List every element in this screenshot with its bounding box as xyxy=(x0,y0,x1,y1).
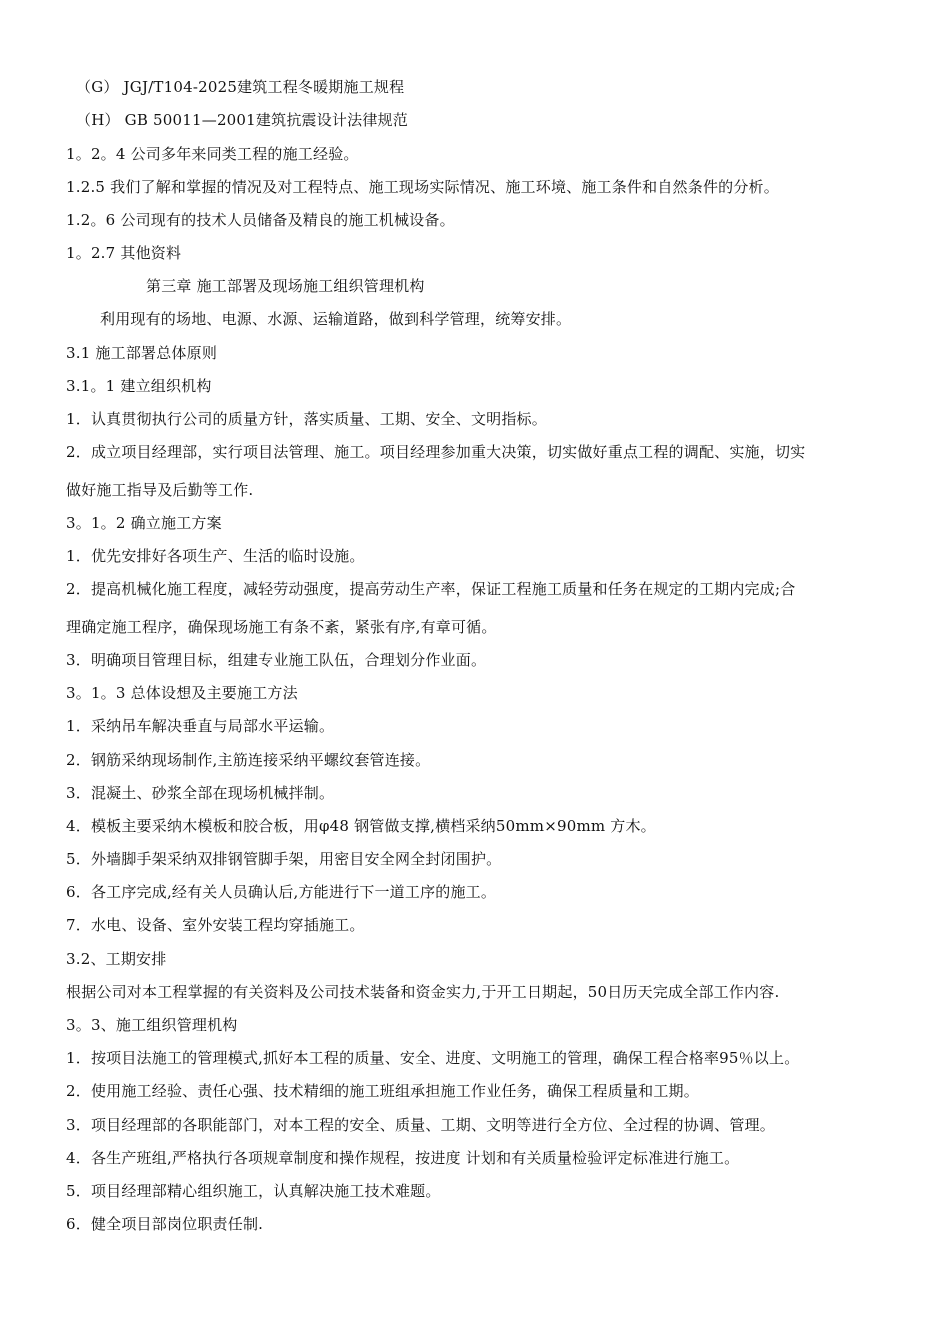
list-item-continuation: 做好施工指导及后勤等工作. xyxy=(66,481,254,499)
subsection-heading-3-1-3: 3。1。3 总体设想及主要施工方法 xyxy=(66,684,298,702)
subsection-heading-3-1-2: 3。1。2 确立施工方案 xyxy=(66,514,222,532)
list-item: 4．模板主要采纳木模板和胶合板，用φ48 钢管做支撑,横档采纳50mm×90mm 方木。 xyxy=(66,817,656,835)
section-heading-3-2: 3.2、工期安排 xyxy=(66,950,167,968)
list-item: 2．提高机械化施工程度，减轻劳动强度，提高劳动生产率，保证工程施工质量和任务在规定的工期内完成;合 xyxy=(66,580,796,598)
standard-item-h: （H） GB 50011—2001建筑抗震设计法律规范 xyxy=(76,111,408,129)
schedule-paragraph: 根据公司对本工程掌握的有关资料及公司技术装备和资金实力,于开工日期起，50日历天完成全部工作内容. xyxy=(66,983,780,1001)
basis-item-1-2-4: 1。2。4 公司多年来同类工程的施工经验。 xyxy=(66,145,359,163)
list-item: 2．成立项目经理部，实行项目法管理、施工。项目经理参加重大决策，切实做好重点工程的调配、实施，切实 xyxy=(66,443,806,461)
list-item: 7．水电、设备、室外安装工程均穿插施工。 xyxy=(66,916,365,934)
basis-item-1-2-6: 1.2。6 公司现有的技术人员储备及精良的施工机械设备。 xyxy=(66,211,455,229)
subsection-heading-3-1-1: 3.1。1 建立组织机构 xyxy=(66,377,212,395)
list-item: 1．按项目法施工的管理模式,抓好本工程的质量、安全、进度、文明施工的管理，确保工程合格率95％以上。 xyxy=(66,1049,800,1067)
section-heading-3-1: 3.1 施工部署总体原则 xyxy=(66,344,218,362)
list-item: 2．使用施工经验、责任心强、技术精细的施工班组承担施工作业任务，确保工程质量和工期。 xyxy=(66,1082,699,1100)
list-item: 5．外墙脚手架采纳双排钢管脚手架，用密目安全网全封闭围护。 xyxy=(66,850,502,868)
list-item: 2．钢筋采纳现场制作,主筋连接采纳平螺纹套管连接。 xyxy=(66,751,431,769)
list-item-continuation: 理确定施工程序，确保现场施工有条不紊，紧张有序,有章可循。 xyxy=(66,618,497,636)
section-heading-3-3: 3。3、施工组织管理机构 xyxy=(66,1016,238,1034)
list-item: 1．优先安排好各项生产、生活的临时设施。 xyxy=(66,547,365,565)
list-item: 3．混凝土、砂浆全部在现场机械拌制。 xyxy=(66,784,335,802)
list-item: 6．健全项目部岗位职责任制. xyxy=(66,1215,264,1233)
list-item: 3．项目经理部的各职能部门，对本工程的安全、质量、工期、文明等进行全方位、全过程的协调、管理。 xyxy=(66,1116,775,1134)
list-item: 6．各工序完成,经有关人员确认后,方能进行下一道工序的施工。 xyxy=(66,883,497,901)
list-item: 1．采纳吊车解决垂直与局部水平运输。 xyxy=(66,717,335,735)
list-item: 4．各生产班组,严格执行各项规章制度和操作规程，按进度 计划和有关质量检验评定标准进行施工。 xyxy=(66,1149,740,1167)
list-item: 5．项目经理部精心组织施工，认真解决施工技术难题。 xyxy=(66,1182,441,1200)
chapter-heading: 第三章 施工部署及现场施工组织管理机构 xyxy=(146,277,425,295)
basis-item-1-2-5: 1.2.5 我们了解和掌握的情况及对工程特点、施工现场实际情况、施工环境、施工条件和自然条件的分析。 xyxy=(66,178,779,196)
standard-item-g: （G） JGJ/T104-2025建筑工程冬暖期施工规程 xyxy=(76,78,405,96)
basis-item-1-2-7: 1。2.7 其他资料 xyxy=(66,244,182,262)
list-item: 1．认真贯彻执行公司的质量方针，落实质量、工期、安全、文明指标。 xyxy=(66,410,547,428)
chapter-intro: 利用现有的场地、电源、水源、运输道路，做到科学管理，统筹安排。 xyxy=(100,310,572,328)
list-item: 3．明确项目管理目标，组建专业施工队伍，合理划分作业面。 xyxy=(66,651,487,669)
